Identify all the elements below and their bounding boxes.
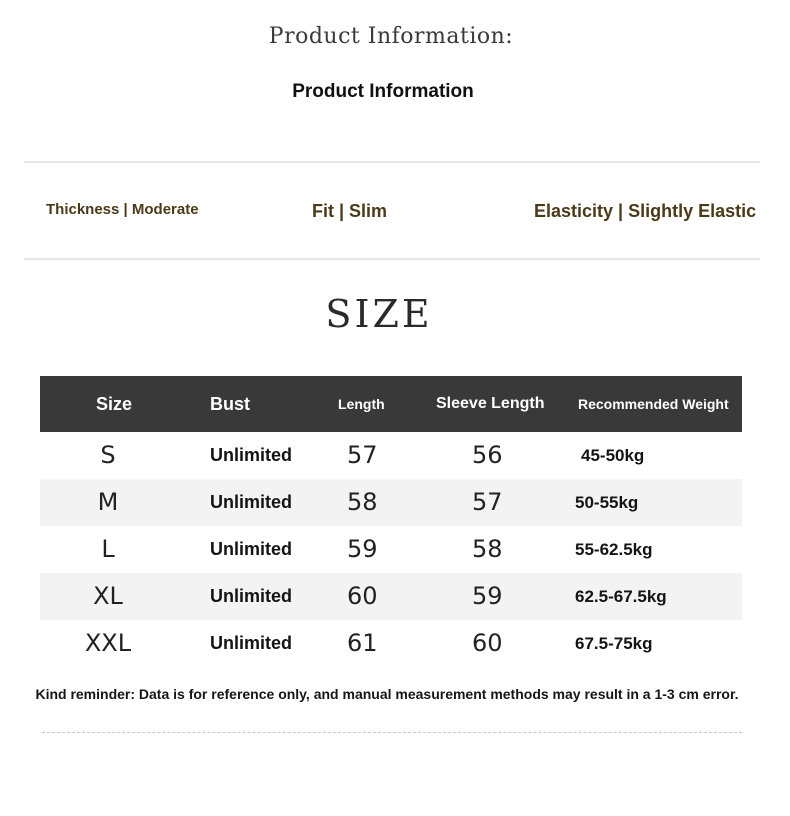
cell-sleeve-length: 59 [472, 582, 503, 610]
cell-weight: 62.5-67.5kg [575, 587, 667, 606]
cell-bust: Unlimited [210, 539, 293, 559]
product-info-title: Product Information [292, 81, 474, 102]
size-heading: SIZE [325, 292, 433, 336]
product-info-title-script: Product Information: [268, 24, 514, 49]
table-row [40, 573, 742, 620]
cell-size: L [101, 535, 115, 563]
cell-bust: Unlimited [210, 492, 293, 512]
measurement-reminder: Kind reminder: Data is for reference only, and manual measurement methods may result in a 1-3 cm error. [35, 686, 739, 702]
bottom-divider [24, 258, 760, 260]
cell-size: XXL [84, 629, 132, 657]
cell-sleeve-length: 56 [472, 441, 503, 469]
size-table [40, 376, 742, 667]
cell-length: 61 [347, 629, 378, 657]
cell-sleeve-length: 57 [472, 488, 503, 516]
cell-size: S [100, 441, 116, 469]
cell-bust: Unlimited [210, 445, 293, 465]
top-divider [24, 161, 760, 163]
header-sleeve-length: Sleeve Length [436, 395, 545, 412]
cell-weight: 45-50kg [581, 446, 645, 465]
cell-length: 58 [347, 488, 378, 516]
cell-bust: Unlimited [210, 633, 293, 653]
cell-sleeve-length: 60 [472, 629, 503, 657]
cell-weight: 55-62.5kg [575, 540, 653, 559]
cell-length: 59 [347, 535, 378, 563]
table-row [40, 526, 742, 573]
cell-sleeve-length: 58 [472, 535, 503, 563]
attribute-fit: Fit | Slim [312, 201, 388, 221]
attribute-thickness: Thickness | Moderate [46, 201, 199, 218]
dashed-divider [42, 732, 742, 733]
cell-size: XL [93, 582, 123, 610]
cell-weight: 67.5-75kg [575, 634, 653, 653]
table-header-row [40, 376, 742, 432]
table-row [40, 620, 742, 667]
table-row [40, 432, 742, 479]
header-recommended-weight: Recommended Weight [578, 396, 729, 412]
cell-bust: Unlimited [210, 586, 293, 606]
table-row [40, 479, 742, 526]
header-bust: Bust [210, 394, 250, 414]
header-size: Size [96, 394, 133, 414]
header-length: Length [338, 396, 385, 412]
cell-length: 60 [347, 582, 378, 610]
cell-size: M [97, 488, 119, 516]
cell-weight: 50-55kg [575, 493, 639, 512]
cell-length: 57 [347, 441, 378, 469]
attribute-elasticity: Elasticity | Slightly Elastic [534, 201, 757, 221]
